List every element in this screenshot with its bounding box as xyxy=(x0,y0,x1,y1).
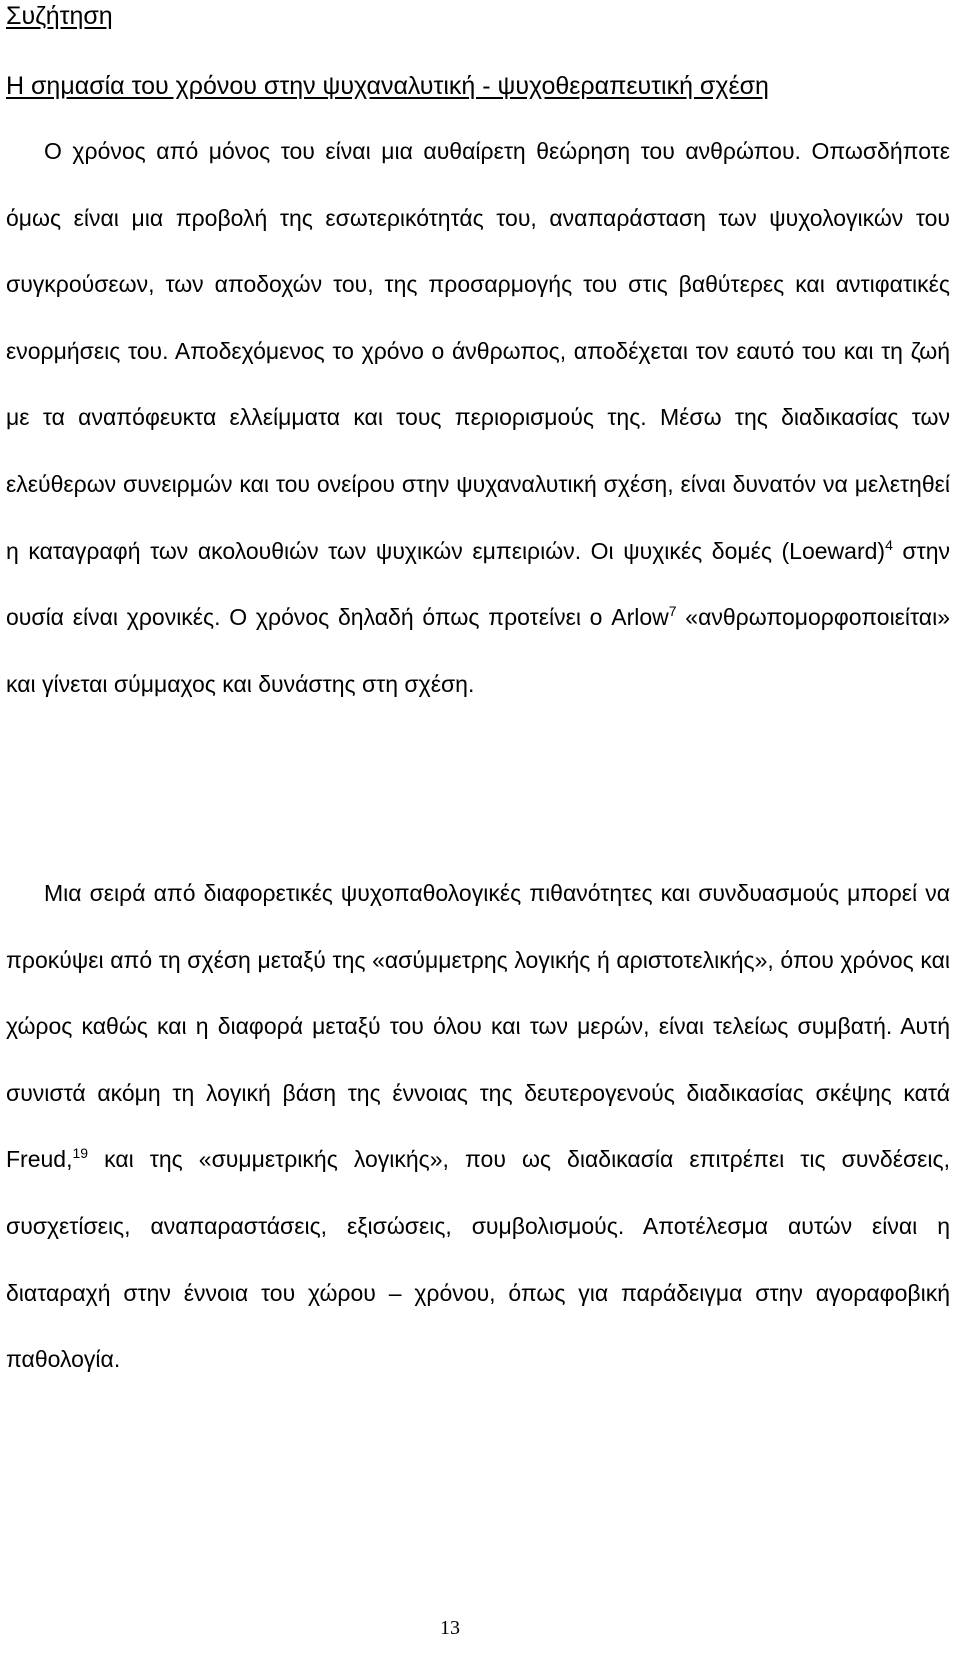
paragraph-2 xyxy=(6,860,950,1393)
reference-superscript: 4 xyxy=(885,536,893,553)
page-number: 13 xyxy=(440,1617,460,1639)
paragraph-1-text-a: Ο χρόνος από μόνος του είναι μια αυθαίρετη θεώρηση του ανθρώπου. Οπωσδήποτε όμως είναι μια προβολή της εσωτερικότητάς του, αναπαράσταση των ψυχολογικών του συγκρούσεων, των αποδοχών του, της προσαρμογής του στις βαθύτερες και αντιφατικές ενορμήσεις του. Αποδεχόμενος το χρόνο ο άνθρωπος, αποδέχεται τον εαυτό του και τη ζωή με τα αναπόφευκτα ελλείμματα και τους περιορισμούς της. Μέσω της διαδικασίας των ελεύθερων συνειρμών και του ονείρου στην ψυχαναλυτική σχέση, είναι δυνατόν να μελετηθεί η καταγραφή των ακολουθιών των ψυχικών εμπειριών. Οι ψυχικές δομές (Loeward) xyxy=(6,138,950,564)
reference-superscript: 19 xyxy=(72,1145,89,1162)
paragraph-1 xyxy=(6,118,950,717)
section-title: Συζήτηση xyxy=(6,2,113,30)
paragraph-1-text-b: στην ουσία είναι χρονικές. Ο χρόνος δηλαδή όπως προτείνει ο Arlow xyxy=(6,537,951,631)
paragraph-2-text-a: Μια σειρά από διαφορετικές ψυχοπαθολογικές πιθανότητες και συνδυασμούς μπορεί να προκύψει από τη σχέση μεταξύ της «ασύμμετρης λογικής ή αριστοτελικής», όπου χρόνος και χώρος καθώς και η διαφορά μεταξύ του όλου και των μερών, είναι τελείως συμβατή. Αυτή συνιστά ακόμη τη λογική βάση της έννοιας της δευτερογενούς διαδικασίας σκέψης κατά Freud, xyxy=(6,880,950,1173)
paragraph-2-text-b: και της «συμμετρικής λογικής», που ως διαδικασία επιτρέπει τις συνδέσεις, συσχετίσεις, αναπαραστάσεις, εξισώσεις, συμβολισμούς. Αποτέλεσμα αυτών είναι η διαταραχή στην έννοια του χώρου – χρόνου, όπως για παράδειγμα στην αγοραφοβική παθολογία. xyxy=(6,1146,950,1373)
paragraph-1-text-c: «ανθρωπομορφοποιείται» και γίνεται σύμμαχος και δυνάστης στη σχέση. xyxy=(6,604,951,697)
reference-superscript: 7 xyxy=(668,603,677,620)
subsection-title: Η σημασία του χρόνου στην ψυχαναλυτική - ψυχοθεραπευτική σχέση xyxy=(6,72,769,100)
